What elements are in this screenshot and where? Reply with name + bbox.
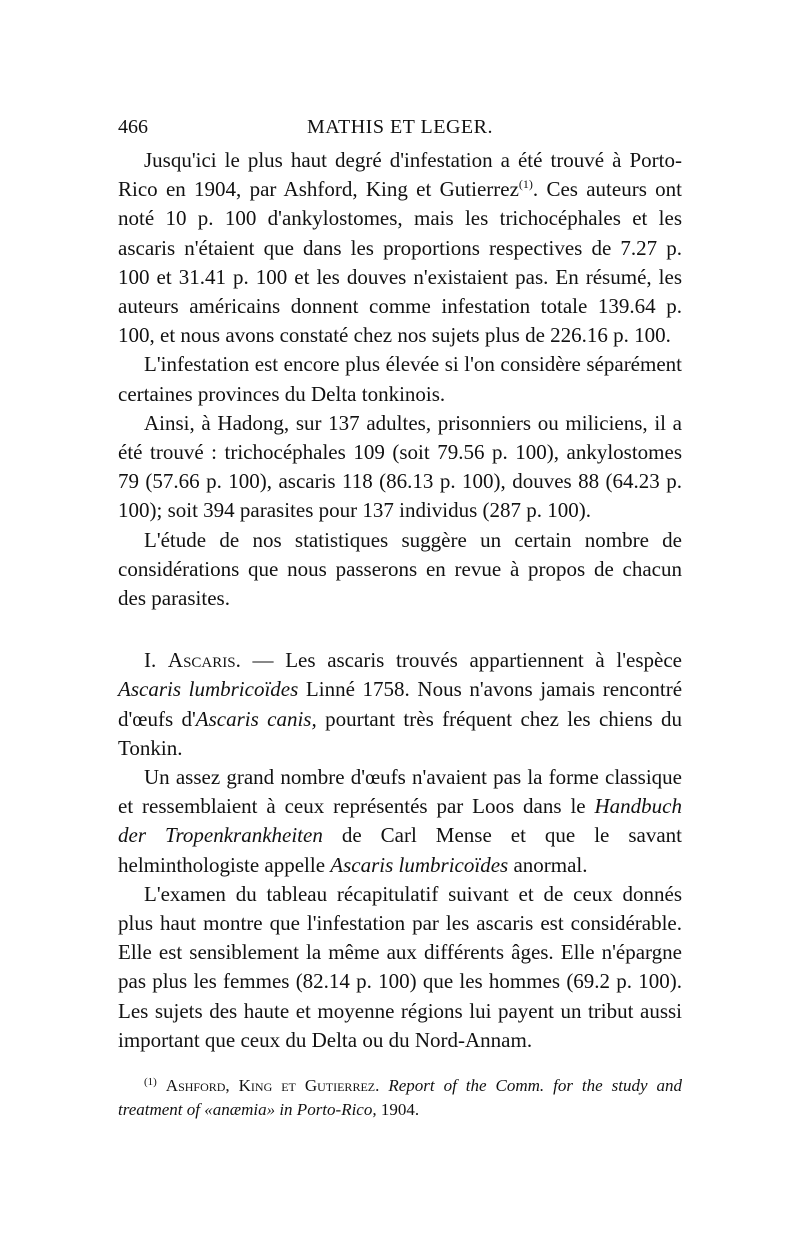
book-title: Handbuch der Tropenkrankheiten — [118, 794, 682, 848]
paragraph-6-text-c: anormal. — [508, 852, 588, 877]
paragraph-5-text-a: — Les ascaris trouvés appartiennent à l'espèce — [240, 648, 682, 673]
paragraph-5 — [118, 646, 682, 763]
paragraph-6-text-a: Un assez grand nombre d'œufs n'avaient pas la forme classique et ressemblaient à ceux représentés par Loos dans le — [118, 765, 682, 819]
footnote — [118, 1074, 682, 1122]
paragraph-6-text-b: de Carl Mense et que le savant helminthologiste appelle — [118, 823, 682, 877]
paragraph-2: L'infestation est encore plus élevée si l'on considère séparément certaines provinces du Delta tonkinois. — [118, 352, 682, 406]
section-number: I. — [144, 648, 168, 673]
paragraph-6 — [118, 763, 682, 880]
species-name-lumbricoides: Ascaris lumbricoïdes — [118, 677, 299, 702]
species-name-canis: Ascaris canis, — [195, 706, 317, 731]
footnote-reference: (1) — [518, 177, 533, 192]
running-title: MATHIS ET LEGER. — [307, 116, 493, 138]
paragraph-3: Ainsi, à Hadong, sur 137 adultes, prisonniers ou miliciens, il a été trouvé : trichocéphales 109 (soit 79.56 p. 100), ankylostomes 79 (57.66 p. 100), ascaris 118 (86.13 p. 100), douves 88 (64.23 p. 100); soit 394 parasites pour 137 individus (287 p. 100). — [118, 410, 682, 523]
body-text — [118, 146, 682, 1055]
footnote-mark: (1) — [144, 1076, 157, 1088]
section-heading: Ascaris. — [167, 648, 241, 673]
paragraph-4: L'étude de nos statistiques suggère un certain nombre de considérations que nous passerons en revue à propos de chacun des parasites. — [118, 527, 682, 611]
footnote-title: Report of the Comm. for the study and treatment of «anæmia» in Porto-Rico, — [118, 1076, 682, 1119]
paragraph-5-text-b: Linné 1758. Nous n'avons jamais rencontré d'œufs d' — [118, 677, 683, 731]
running-header — [118, 112, 682, 142]
footnote-year: 1904. — [376, 1100, 420, 1119]
footnote-text — [118, 1074, 682, 1122]
paragraph-1-text-b: . Ces auteurs ont noté 10 p. 100 d'ankylostomes, mais les trichocéphales et les ascaris n'étaient que dans les proportions respectives de 7.27 p. 100 et 31.41 p. 100 et les douves n'existaient pas. En résumé, les auteurs américains donnent comme infestation totale 139.64 p. 100, et nous avons constaté chez nos sujets plus de 226.16 p. 100. — [118, 177, 682, 348]
paragraph-5-text-c: pourtant très fréquent chez les chiens du Tonkin. — [118, 706, 682, 760]
footnote-authors: Ashford, King et Gutierrez. — [165, 1076, 380, 1095]
page-number: 466 — [118, 116, 148, 138]
paragraph-7: L'examen du tableau récapitulatif suivant et de ceux donnés plus haut montre que l'infestation par les ascaris est considérable. Elle est sensiblement la même aux différents âges. Elle n'épargne pas plus les femmes (82.14 p. 100) que les hommes (69.2 p. 100). Les sujets des haute et moyenne régions lui payent un tribut aussi important que ceux du Delta ou du Nord-Annam. — [118, 881, 682, 1052]
paragraph-1 — [118, 146, 682, 350]
species-name-lumbricoides-2: Ascaris lumbricoïdes — [330, 852, 509, 877]
paragraph-1-text-a: Jusqu'ici le plus haut degré d'infestation a été trouvé à Porto-Rico en 1904, par Ashford, King et Gutierrez — [118, 148, 682, 202]
